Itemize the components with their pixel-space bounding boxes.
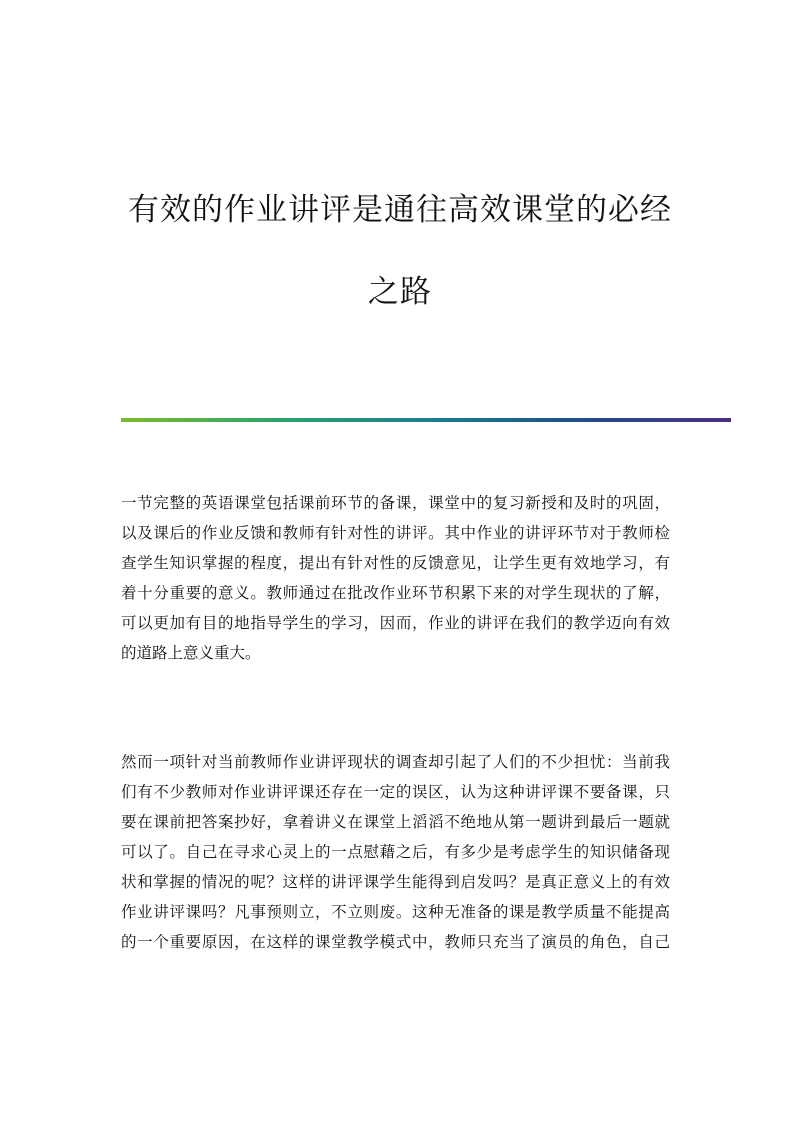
document-title-line-2: 之路 (368, 274, 432, 310)
paragraph-line: 的道路上意义重大。 (121, 644, 261, 662)
paragraph-2 (121, 747, 670, 957)
gradient-divider (121, 418, 731, 422)
paragraph-line: 要在课前把答案抄好，拿着讲义在课堂上滔滔不绝地从第一题讲到最后一题就 (121, 813, 670, 831)
paragraph-line: 查学生知识掌握的程度，提出有针对性的反馈意见，让学生更有效地学习，有 (121, 554, 670, 572)
paragraph-line: 以及课后的作业反馈和教师有针对性的讲评。其中作业的讲评环节对于教师检 (121, 524, 670, 542)
document-title-line-1: 有效的作业讲评是通往高效课堂的必经 (128, 192, 672, 228)
paragraph-line: 状和掌握的情况的呢？这样的讲评课学生能得到启发吗？是真正意义上的有效 (121, 873, 670, 891)
paragraph-line: 然而一项针对当前教师作业讲评现状的调查却引起了人们的不少担忧：当前我 (121, 753, 670, 771)
paragraph-line: 可以更加有目的地指导学生的学习，因而，作业的讲评在我们的教学迈向有效 (121, 614, 670, 632)
paragraph-line: 着十分重要的意义。教师通过在批改作业环节积累下来的对学生现状的了解， (121, 584, 670, 602)
paragraph-line: 们有不少教师对作业讲评课还存在一定的误区，认为这种讲评课不要备课，只 (121, 783, 670, 801)
paragraph-1 (121, 488, 670, 668)
paragraph-line: 可以了。自己在寻求心灵上的一点慰藉之后，有多少是考虑学生的知识储备现 (121, 843, 670, 861)
paragraph-line: 作业讲评课吗？凡事预则立，不立则废。这种无准备的课是教学质量不能提高 (121, 903, 670, 921)
paragraph-line: 的一个重要原因，在这样的课堂教学模式中，教师只充当了演员的角色，自己 (121, 933, 670, 951)
paragraph-line: 一节完整的英语课堂包括课前环节的备课，课堂中的复习新授和及时的巩固， (121, 494, 670, 512)
